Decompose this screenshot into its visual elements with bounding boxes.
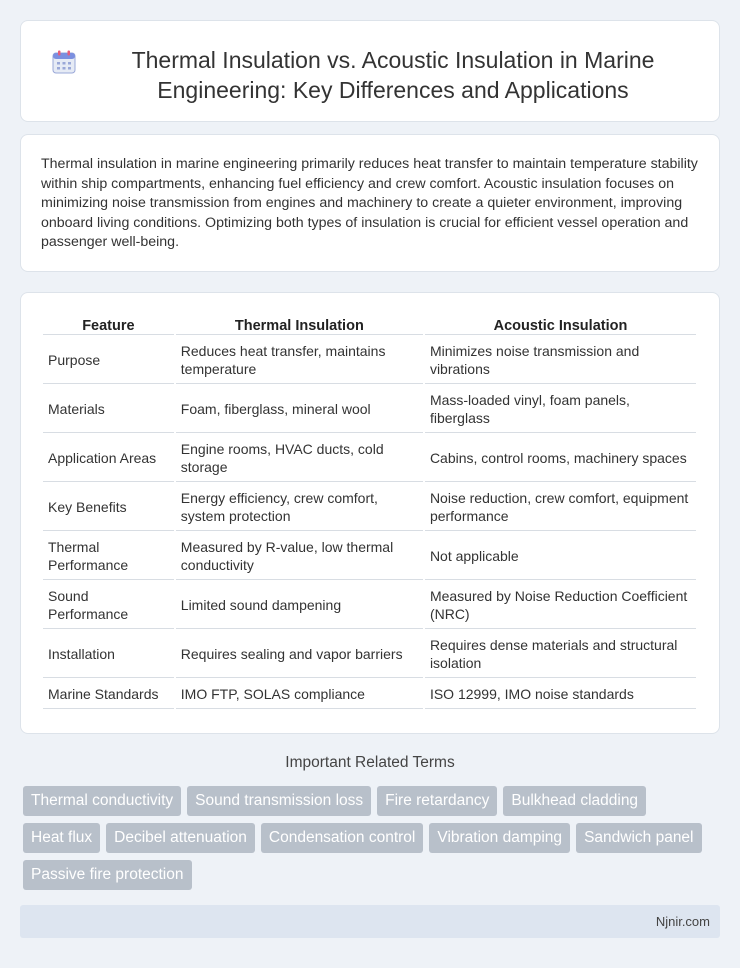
page-title: Thermal Insulation vs. Acoustic Insulation in Marine Engineering: Key Differences and Applications — [131, 47, 655, 103]
table-cell-thermal: Limited sound dampening — [176, 582, 423, 629]
related-term-tag[interactable]: Decibel attenuation — [106, 823, 255, 853]
table-cell-thermal: IMO FTP, SOLAS compliance — [176, 680, 423, 709]
table-cell-acoustic: Not applicable — [425, 533, 696, 580]
table-cell-acoustic: Requires dense materials and structural isolation — [425, 631, 696, 678]
table-cell-thermal: Measured by R-value, low thermal conductivity — [176, 533, 423, 580]
table-row — [43, 337, 696, 384]
table-cell-feature: Key Benefits — [43, 484, 174, 531]
table-row — [43, 631, 696, 678]
table-cell-feature: Installation — [43, 631, 174, 678]
table-row — [43, 582, 696, 629]
related-term-tag[interactable]: Thermal conductivity — [23, 786, 181, 816]
table-cell-thermal: Reduces heat transfer, maintains temperature — [176, 337, 423, 384]
table-cell-thermal: Foam, fiberglass, mineral wool — [176, 386, 423, 433]
summary-card — [20, 134, 720, 272]
table-cell-acoustic: ISO 12999, IMO noise standards — [425, 680, 696, 709]
table-header-row — [43, 313, 696, 335]
table-cell-acoustic: Measured by Noise Reduction Coefficient (NRC) — [425, 582, 696, 629]
related-term-tag[interactable]: Passive fire protection — [23, 860, 192, 890]
table-cell-acoustic: Minimizes noise transmission and vibrations — [425, 337, 696, 384]
summary-text: Thermal insulation in marine engineering primarily reduces heat transfer to maintain temperature stability within ship compartments, enhancing fuel efficiency and crew comfort. Acoustic insulation focuses on minimizing noise transmission from engines and machinery to create a quieter environment, improving onboard living conditions. Optimizing both types of insulation is crucial for efficient vessel operation and passenger well-being. — [41, 156, 698, 250]
related-term-tag[interactable]: Fire retardancy — [377, 786, 497, 816]
footer-site-link[interactable]: Njnir.com — [655, 914, 710, 929]
table-cell-acoustic: Noise reduction, crew comfort, equipment performance — [425, 484, 696, 531]
table-cell-feature: Thermal Performance — [43, 533, 174, 580]
related-term-tag[interactable]: Condensation control — [261, 823, 424, 853]
table-cell-feature: Purpose — [43, 337, 174, 384]
table-row — [43, 680, 696, 709]
table-cell-feature: Marine Standards — [43, 680, 174, 709]
comparison-table — [41, 311, 698, 711]
table-header-feature: Feature — [43, 313, 174, 335]
table-cell-acoustic: Cabins, control rooms, machinery spaces — [425, 435, 696, 482]
related-term-tag[interactable]: Sandwich panel — [576, 823, 701, 853]
related-terms-list — [23, 786, 723, 890]
header-card — [20, 20, 720, 122]
related-term-tag[interactable]: Heat flux — [23, 823, 100, 853]
table-row — [43, 533, 696, 580]
table-cell-thermal: Energy efficiency, crew comfort, system protection — [176, 484, 423, 531]
table-cell-feature: Sound Performance — [43, 582, 174, 629]
related-term-tag[interactable]: Bulkhead cladding — [503, 786, 646, 816]
table-header-acoustic: Acoustic Insulation — [425, 313, 696, 335]
table-header-thermal: Thermal Insulation — [176, 313, 423, 335]
related-term-tag[interactable]: Sound transmission loss — [187, 786, 371, 816]
related-term-tag[interactable]: Vibration damping — [429, 823, 570, 853]
table-cell-thermal: Engine rooms, HVAC ducts, cold storage — [176, 435, 423, 482]
table-row — [43, 484, 696, 531]
footer — [20, 905, 720, 938]
table-cell-thermal: Requires sealing and vapor barriers — [176, 631, 423, 678]
table-row — [43, 386, 696, 433]
related-terms-title: Important Related Terms — [285, 754, 455, 771]
comparison-table-card — [20, 292, 720, 734]
table-row — [43, 435, 696, 482]
table-cell-feature: Materials — [43, 386, 174, 433]
table-cell-acoustic: Mass-loaded vinyl, foam panels, fiberglass — [425, 386, 696, 433]
table-cell-feature: Application Areas — [43, 435, 174, 482]
calendar-icon — [51, 49, 77, 75]
